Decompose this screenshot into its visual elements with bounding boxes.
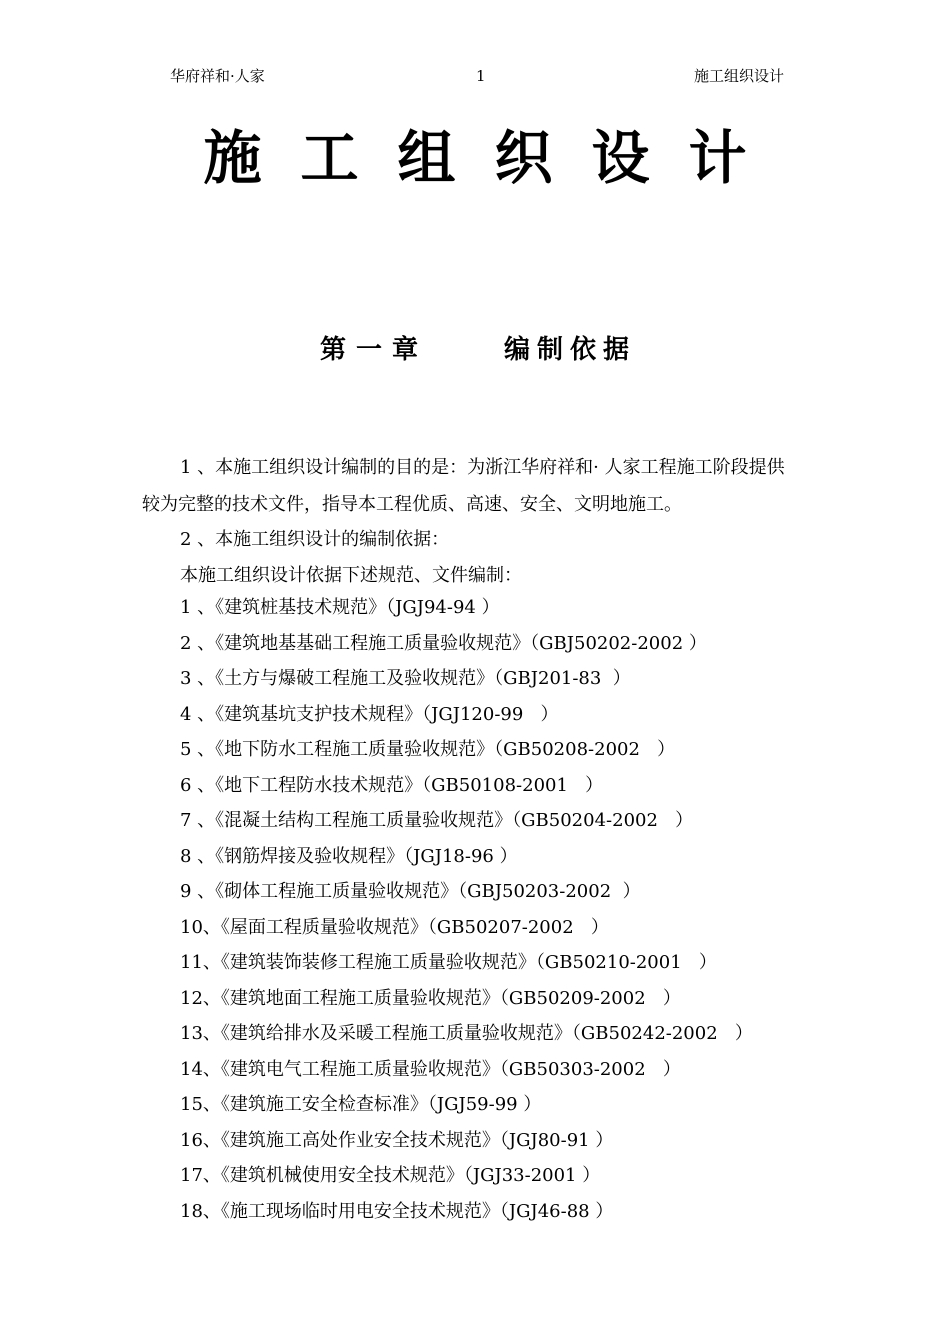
reference-item: 16、《建筑施工高处作业安全技术规范》（JGJ80-91 ） — [180, 1129, 614, 1151]
reference-item: 8 、《钢筋焊接及验收规程》（JGJ18-96 ） — [180, 845, 518, 867]
reference-item: 12、《建筑地面工程施工质量验收规范》（GB50209-2002 ） — [180, 987, 681, 1009]
reference-item: 3 、《土方与爆破工程施工及验收规范》（GBJ201-83 ） — [180, 668, 631, 689]
paragraph-purpose-line2: 较为完整的技术文件，指导本工程优质、高速、安全、文明地施工。 — [142, 494, 682, 515]
reference-item: 17、《建筑机械使用安全技术规范》（JGJ33-2001 ） — [180, 1165, 601, 1186]
reference-item: 1 、《建筑桩基技术规范》（JGJ94-94 ） — [180, 597, 500, 618]
reference-list — [180, 594, 753, 1233]
reference-item: 5 、《地下防水工程施工质量验收规范》（GB50208-2002 ） — [180, 739, 676, 760]
document-title: 施工组织设计 — [203, 124, 786, 192]
reference-item: 2 、《建筑地基基础工程施工质量验收规范》（GBJ50202-2002 ） — [180, 632, 707, 654]
reference-item: 18、《施工现场临时用电安全技术规范》（JGJ46-88 ） — [180, 1200, 614, 1222]
reference-item: 9 、《砌体工程施工质量验收规范》（GBJ50203-2002 ） — [180, 881, 641, 902]
paragraph-basis-intro: 本施工组织设计依据下述规范、文件编制： — [180, 565, 522, 586]
reference-item: 4 、《建筑基坑支护技术规程》（JGJ120-99 ） — [180, 703, 559, 725]
page-header-right: 施工组织设计 — [694, 67, 785, 85]
reference-item: 14、《建筑电气工程施工质量验收规范》（GB50303-2002 ） — [180, 1058, 681, 1080]
reference-item: 6 、《地下工程防水技术规范》（GB50108-2001 ） — [180, 774, 604, 796]
page-header-left: 华府祥和·人家 — [170, 67, 265, 85]
reference-item: 15、《建筑施工安全检查标准》（JGJ59-99 ） — [180, 1094, 542, 1115]
paragraph-basis-heading: 2 、本施工组织设计的编制依据： — [180, 529, 450, 550]
page-number: 1 — [476, 67, 486, 85]
reference-item: 10、《屋面工程质量验收规范》（GB50207-2002 ） — [180, 916, 609, 938]
reference-item: 11、《建筑装饰装修工程施工质量验收规范》（GB50210-2001 ） — [180, 952, 717, 973]
paragraph-purpose-line1: 1 、本施工组织设计编制的目的是：为浙江华府祥和· 人家工程施工阶段提供 — [180, 457, 785, 478]
reference-item: 7 、《混凝土结构工程施工质量验收规范》（GB50204-2002 ） — [180, 810, 694, 831]
chapter-number: 第一章 — [320, 335, 429, 365]
reference-item: 13、《建筑给排水及采暖工程施工质量验收规范》（GB50242-2002 ） — [180, 1023, 753, 1044]
chapter-name: 编制依据 — [504, 335, 637, 365]
chapter-heading — [320, 331, 636, 369]
